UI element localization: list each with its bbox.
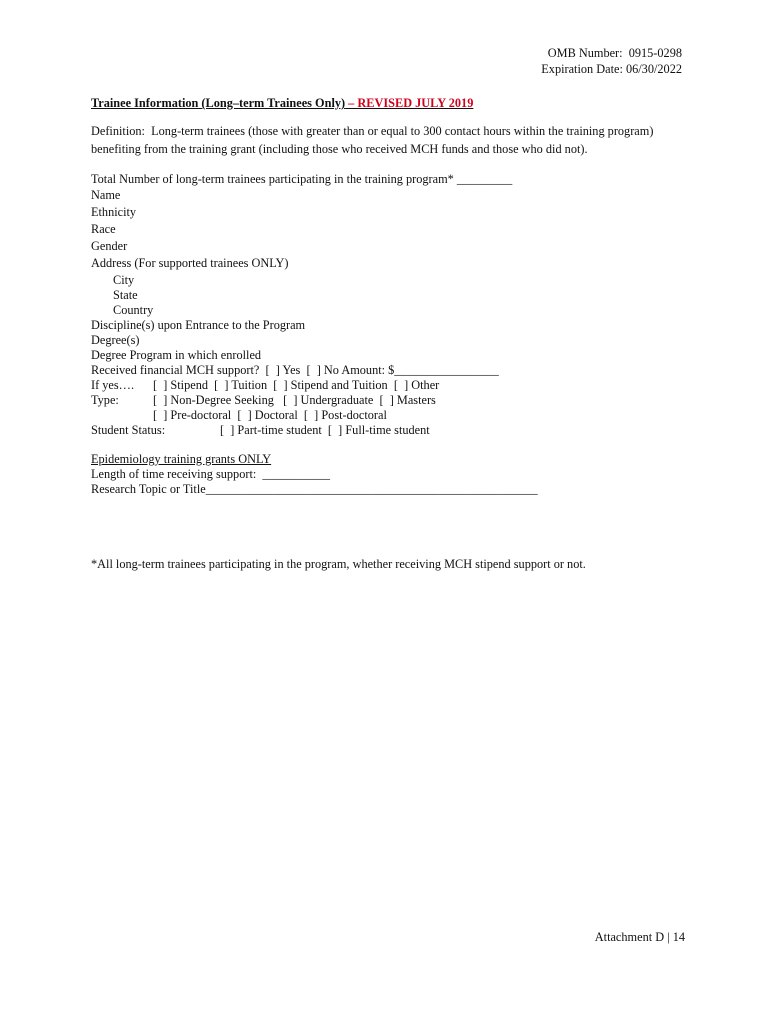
name-field: Name [91, 188, 121, 202]
address-field: Address (For supported trainees ONLY) [91, 256, 289, 270]
length-of-support-field: Length of time receiving support: ___________ [91, 467, 331, 481]
gender-field: Gender [91, 239, 128, 253]
if-yes-label: If yes…. [91, 378, 135, 392]
mch-support-field: Received financial MCH support? [ ] Yes [ ] No Amount: $_________________ [91, 363, 499, 377]
attachment-page-number: Attachment D | 14 [594, 930, 685, 944]
ethnicity-field: Ethnicity [91, 205, 137, 219]
type-options-1: [ ] Non-Degree Seeking [ ] Undergraduate [ ] Masters [153, 393, 436, 407]
section-title [91, 96, 473, 111]
footnote: *All long-term trainees participating in the program, whether receiving MCH stipend support or not. [91, 557, 586, 571]
race-field: Race [91, 222, 116, 236]
student-status-label: Student Status: [91, 423, 166, 437]
total-number-field: Total Number of long-term trainees participating in the training program* _________ [91, 172, 513, 186]
type-options-2: [ ] Pre-doctoral [ ] Doctoral [ ] Post-doctoral [153, 408, 387, 422]
if-yes-options: [ ] Stipend [ ] Tuition [ ] Stipend and Tuition [ ] Other [153, 378, 440, 392]
omb-number: OMB Number: 0915-0298 [547, 46, 682, 60]
expiration-date: Expiration Date: 06/30/2022 [541, 62, 682, 76]
definition-line-1: Definition: Long-term trainees (those with greater than or equal to 300 contact hours within the training program) [91, 124, 654, 138]
definition-line-2: benefiting from the training grant (including those who received MCH funds and those who did not). [91, 142, 588, 156]
research-topic-field: Research Topic or Title______________________________________________________ [91, 482, 538, 496]
student-status-options: [ ] Part-time student [ ] Full-time student [220, 423, 430, 437]
state-field: State [113, 288, 138, 302]
city-field: City [113, 273, 135, 287]
discipline-field: Discipline(s) upon Entrance to the Program [91, 318, 306, 332]
degree-program-field: Degree Program in which enrolled [91, 348, 262, 362]
type-label: Type: [91, 393, 119, 407]
revised-label: – REVISED JULY 2019 [345, 96, 474, 110]
country-field: Country [113, 303, 154, 317]
degrees-field: Degree(s) [91, 333, 140, 347]
epidemiology-heading: Epidemiology training grants ONLY [91, 452, 272, 466]
section-title-main: Trainee Information (Long–term Trainees Only) [91, 96, 346, 110]
